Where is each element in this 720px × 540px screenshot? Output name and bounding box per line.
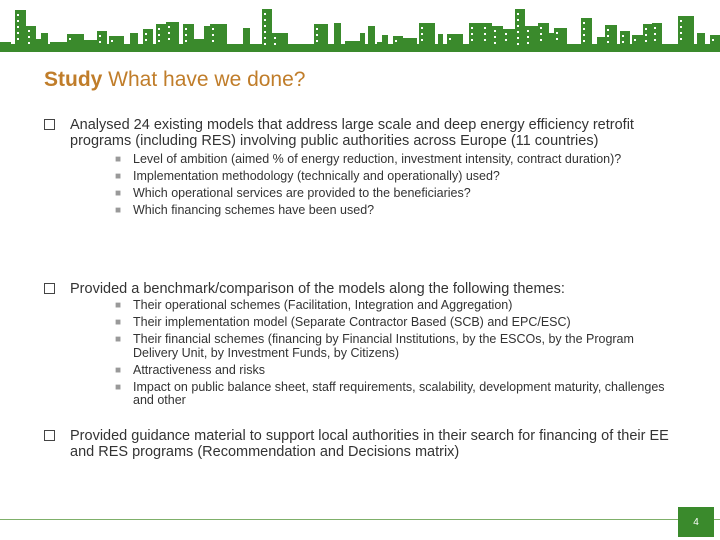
sub-bullet-text: Implementation methodology (technically and operationally) used? [133, 169, 500, 183]
sub-bullet-text: Attractiveness and risks [133, 362, 265, 377]
section-text: Analysed 24 existing models that address large scale and deep energy efficiency retrofit programs (including RES) involving public authorities across Europe (11 countries) [70, 117, 634, 149]
sub-bullet-text: Their operational schemes (Facilitation, Integration and Aggregation) [133, 298, 513, 312]
title-keyword: Study [44, 68, 103, 91]
sub-bullet-text: Which financing schemes have been used? [133, 203, 375, 217]
section-benchmark [44, 281, 674, 411]
sub-bullet-text: Level of ambition (aimed % of energy reduction, investment intensity, contract duration)? [133, 152, 622, 166]
sub-bullet-item [44, 316, 674, 330]
sub-bullet-list [44, 153, 674, 218]
page-number: 4 [693, 516, 699, 528]
sub-bullet-item [44, 170, 674, 184]
title-text: What have we done? [102, 68, 306, 91]
bullet-dot-icon: ■ [115, 364, 122, 376]
section-text: Provided guidance material to support local authorities in their search for financing of their EE and RES programs (Recommendation and Decisions matrix) [70, 428, 669, 460]
checkbox-bullet-icon [44, 430, 55, 441]
sub-bullet-text: Their implementation model (Separate Contractor Based (SCB) and EPC/ESC) [133, 315, 571, 329]
section-main-point [44, 428, 674, 460]
bullet-dot-icon: ■ [115, 154, 122, 165]
section-analysed [44, 117, 674, 221]
section-main-point [44, 281, 674, 297]
bullet-dot-icon: ■ [115, 171, 122, 182]
bullet-dot-icon: ■ [115, 317, 122, 328]
section-main-point [44, 117, 674, 149]
checkbox-bullet-icon [44, 119, 55, 130]
section-guidance [44, 428, 674, 460]
city-skyline-banner [0, 0, 720, 52]
sub-bullet-text: Which operational services are provided to the beneficiaries? [133, 186, 471, 200]
slide-title [44, 68, 305, 92]
section-text: Provided a benchmark/comparison of the models along the following themes: [70, 281, 565, 297]
bullet-dot-icon: ■ [115, 381, 122, 393]
footer-divider [0, 519, 720, 520]
sub-bullet-item [44, 187, 674, 201]
sub-bullet-item [44, 381, 674, 408]
bullet-dot-icon: ■ [115, 205, 122, 216]
page-number-badge [678, 507, 714, 537]
sub-bullet-item [44, 204, 674, 218]
bullet-dot-icon: ■ [115, 300, 122, 311]
sub-bullet-text: Impact on public balance sheet, staff requirements, scalability, development maturity, challenges and other [133, 379, 665, 407]
sub-bullet-item [44, 364, 674, 378]
bullet-dot-icon: ■ [115, 334, 122, 345]
sub-bullet-item [44, 153, 674, 167]
sub-bullet-item [44, 299, 674, 313]
sub-bullet-item [44, 333, 674, 360]
bullet-dot-icon: ■ [115, 188, 122, 199]
sub-bullet-list [44, 299, 674, 408]
sub-bullet-text: Their financial schemes (financing by Financial Institutions, by the ESCOs, by the Program Delivery Unit, by Investment Funds, by Citizens) [133, 332, 634, 360]
checkbox-bullet-icon [44, 283, 55, 294]
